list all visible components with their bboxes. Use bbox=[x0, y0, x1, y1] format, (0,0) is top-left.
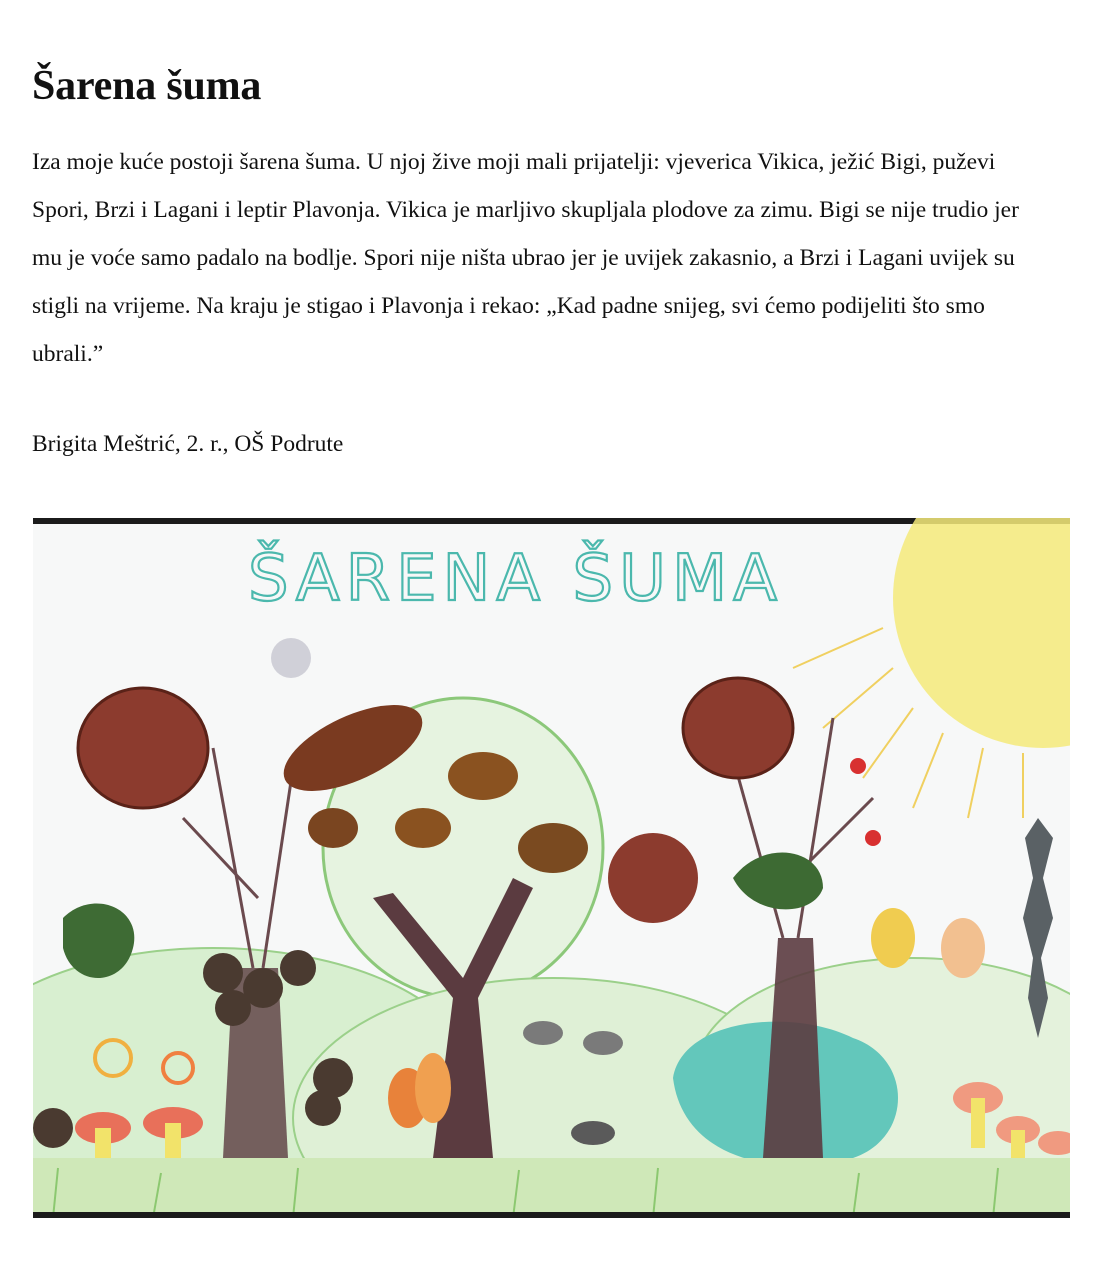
paper-bottom-edge bbox=[33, 1212, 1070, 1218]
author-line: Brigita Meštrić, 2. r., OŠ Podrute bbox=[32, 431, 344, 457]
drawing-illustration bbox=[33, 518, 1070, 1218]
story-paragraph: Iza moje kuće postoji šarena šuma. U njoj žive moji mali prijatelji: vjeverica Vikica, ježić Bigi, puževi Spori, Brzi i Lagani i leptir Plavonja. Vikica je marljivo skupljala plodove za zimu. Bigi se nije trudio jer mu je voće samo padalo na bodlje. Spori nije ništa ubrao jer je uvijek zakasnio, a Brzi i Lagani uvijek su stigli na vrijeme. Na kraju je stigao i Plavonja i rekao: „Kad padne snijeg, svi ćemo podijeliti što smo ubrali.” bbox=[32, 149, 1019, 367]
drawing-heading: ŠARENA ŠUMA bbox=[248, 542, 783, 616]
grass-strip bbox=[33, 1158, 1070, 1218]
forest-drawing bbox=[33, 518, 1070, 1218]
document-title: Šarena šuma bbox=[32, 63, 262, 109]
